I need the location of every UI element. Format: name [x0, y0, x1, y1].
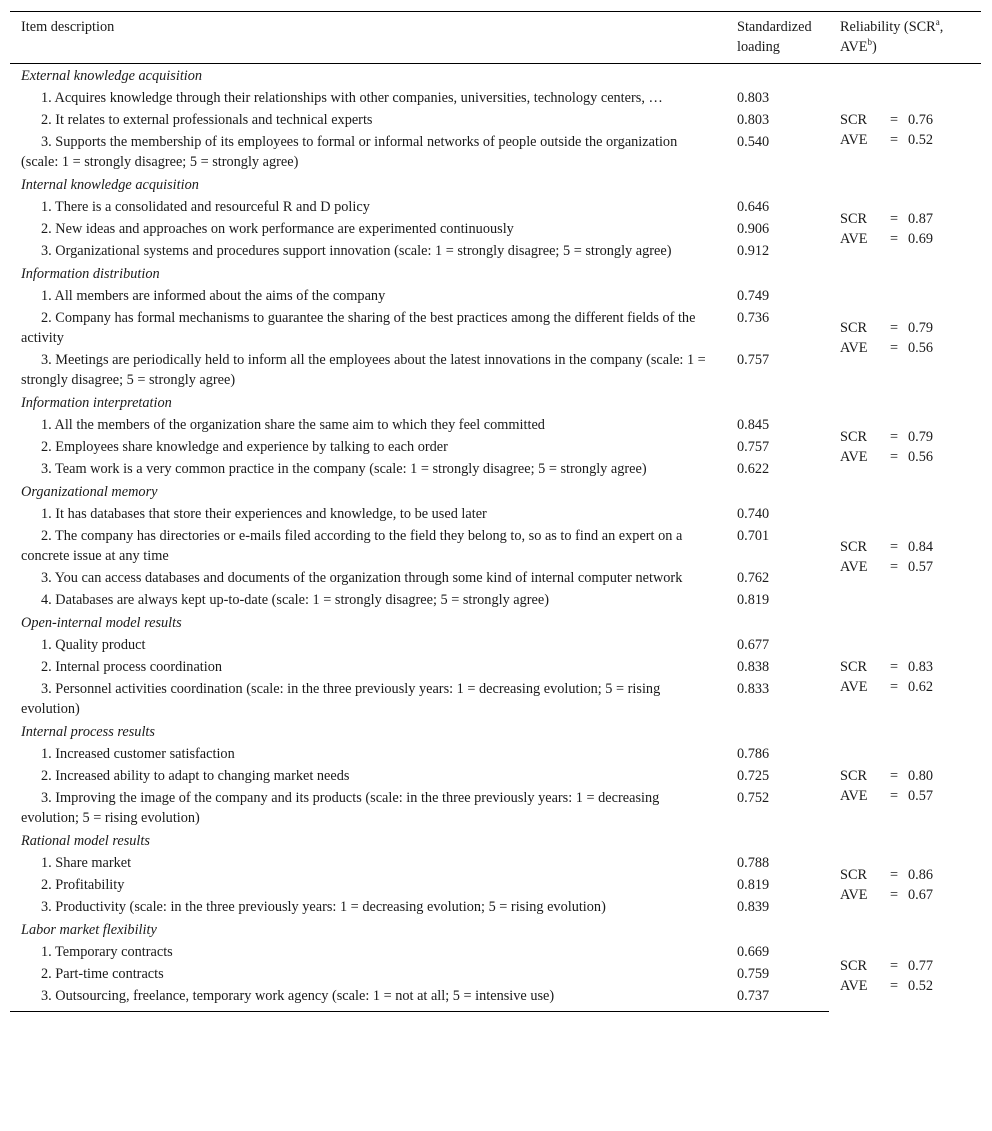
item-loading: 0.819 [737, 592, 770, 608]
section-reliability [829, 87, 981, 173]
table-row [10, 941, 981, 963]
equals-sign: = [889, 320, 899, 336]
scr-label: SCR [840, 211, 868, 227]
scr-value: 0.86 [908, 867, 934, 883]
item-text: 2. Internal process coordination [41, 659, 223, 675]
section-row [10, 64, 981, 88]
scr-value: 0.87 [908, 211, 934, 227]
ave-line [840, 677, 971, 697]
ave-label: AVE [840, 679, 868, 695]
item-description [10, 458, 726, 480]
ave-value: 0.57 [908, 559, 934, 575]
ave-value: 0.52 [908, 978, 934, 995]
equals-sign: = [889, 132, 899, 148]
item-text: 3. Outsourcing, freelance, temporary work agency (scale: 1 = not at all; 5 = intensive use) [41, 988, 555, 1004]
item-description [10, 656, 726, 678]
item-loading: 0.839 [737, 899, 770, 915]
section-row [10, 720, 981, 743]
section-reliability [829, 503, 981, 611]
item-loading: 0.757 [737, 439, 770, 455]
item-description [10, 634, 726, 656]
item-description [10, 896, 726, 918]
item-loading: 0.912 [737, 243, 770, 259]
item-text: 2. New ideas and approaches on work performance are experimented continuously [41, 221, 514, 237]
scr-value: 0.79 [908, 320, 934, 336]
scr-label: SCR [840, 112, 868, 128]
ave-label: AVE [840, 788, 868, 804]
equals-sign: = [889, 788, 899, 804]
item-description [10, 503, 726, 525]
ave-line [840, 229, 971, 249]
scr-line [840, 766, 971, 786]
item-text: 3. You can access databases and documents of the organization through some kind of internal computer network [41, 570, 683, 586]
item-loading: 0.646 [737, 199, 770, 215]
section-title: External knowledge acquisition [21, 68, 203, 84]
table-row [10, 414, 981, 436]
scr-line [840, 956, 971, 976]
item-loading: 0.803 [737, 112, 770, 128]
item-description [10, 874, 726, 896]
scr-line [840, 657, 971, 677]
section-title: Internal knowledge acquisition [21, 177, 199, 193]
scr-line [840, 318, 971, 338]
section-title: Rational model results [21, 833, 150, 849]
equals-sign: = [889, 449, 899, 465]
equals-sign: = [889, 867, 899, 883]
item-description [10, 131, 726, 173]
item-loading: 0.725 [737, 768, 770, 784]
ave-line [840, 130, 971, 150]
item-description [10, 567, 726, 589]
item-text: 4. Databases are always kept up-to-date (scale: 1 = strongly disagree; 5 = strongly agree) [41, 592, 550, 608]
ave-value: 0.62 [908, 679, 934, 695]
scr-line [840, 537, 971, 557]
scr-value: 0.84 [908, 539, 934, 555]
section-reliability [829, 414, 981, 480]
ave-value: 0.57 [908, 788, 934, 804]
section-reliability [829, 634, 981, 720]
item-loading: 0.906 [737, 221, 770, 237]
item-text: 1. Temporary contracts [41, 944, 173, 960]
scr-line [840, 427, 971, 447]
scr-label: SCR [840, 320, 868, 336]
scr-value: 0.77 [908, 958, 934, 975]
equals-sign: = [889, 887, 899, 903]
table-body [10, 64, 981, 1012]
ave-value: 0.67 [908, 887, 934, 903]
item-description [10, 196, 726, 218]
item-description [10, 941, 726, 963]
item-loading: 0.757 [737, 352, 770, 368]
item-loading: 0.677 [737, 637, 770, 653]
ave-label: AVE [840, 449, 868, 465]
item-text: 1. Quality product [41, 637, 146, 653]
item-description [10, 240, 726, 262]
equals-sign: = [889, 958, 899, 975]
item-text: 3. Supports the membership of its employees to formal or informal networks of people outside the organization (scale: 1 = strongly disagree; 5 = strongly agree) [21, 134, 678, 170]
section-title: Organizational memory [21, 484, 158, 500]
section-title: Information interpretation [21, 395, 172, 411]
item-text: 3. Team work is a very common practice in the company (scale: 1 = strongly disagree; 5 = strongly agree) [41, 461, 647, 477]
item-description [10, 678, 726, 720]
scr-line [840, 865, 971, 885]
item-description [10, 109, 726, 131]
item-loading: 0.752 [737, 790, 770, 806]
table-row [10, 285, 981, 307]
ave-line [840, 338, 971, 358]
item-description [10, 765, 726, 787]
section-row [10, 611, 981, 634]
ave-line [840, 447, 971, 467]
item-text: 1. It has databases that store their experiences and knowledge, to be used later [41, 506, 487, 522]
table-row [10, 87, 981, 109]
equals-sign: = [889, 559, 899, 575]
item-loading: 0.622 [737, 461, 770, 477]
section-row [10, 918, 981, 941]
item-description [10, 87, 726, 109]
item-text: 1. There is a consolidated and resourceful R and D policy [41, 199, 370, 215]
item-loading: 0.701 [737, 528, 770, 544]
item-description [10, 414, 726, 436]
item-text: 3. Meetings are periodically held to inform all the employees about the latest innovations in the company (scale: 1 = strongly disagree; 5 = strongly agree) [21, 352, 706, 388]
scr-label: SCR [840, 958, 868, 975]
item-text: 2. Company has formal mechanisms to guarantee the sharing of the best practices among the different fields of the activity [21, 310, 696, 346]
item-loading: 0.759 [737, 966, 770, 982]
section-reliability [829, 941, 981, 1012]
item-loading: 0.762 [737, 570, 770, 586]
item-description [10, 589, 726, 611]
table-row [10, 196, 981, 218]
item-description [10, 436, 726, 458]
section-title: Labor market flexibility [21, 922, 157, 938]
item-loading: 0.833 [737, 681, 770, 697]
item-description [10, 525, 726, 567]
scr-line [840, 209, 971, 229]
item-description [10, 985, 726, 1012]
item-text: 1. All the members of the organization share the same aim to which they feel committed [41, 417, 545, 433]
scr-label: SCR [840, 429, 868, 445]
item-loading: 0.737 [726, 985, 829, 1012]
section-title: Internal process results [21, 724, 155, 740]
item-text: 3. Improving the image of the company and its products (scale: in the three previously years: 1 = decreasing evolution; 5 = rising evolution) [21, 790, 660, 826]
ave-label: AVE [840, 132, 868, 148]
scr-label: SCR [840, 867, 868, 883]
scr-value: 0.79 [908, 429, 934, 445]
item-description [10, 307, 726, 349]
ave-value: 0.69 [908, 231, 934, 247]
ave-line [840, 557, 971, 577]
section-title: Information distribution [21, 266, 160, 282]
equals-sign: = [889, 231, 899, 247]
item-loading: 0.819 [737, 877, 770, 893]
ave-label: AVE [840, 231, 868, 247]
item-description [10, 285, 726, 307]
ave-value: 0.56 [908, 340, 934, 356]
item-description [10, 349, 726, 391]
section-row [10, 391, 981, 414]
ave-label: AVE [840, 559, 868, 575]
section-row [10, 173, 981, 196]
item-text: 3. Organizational systems and procedures support innovation (scale: 1 = strongly disagree; 5 = strongly agree) [41, 243, 672, 259]
equals-sign: = [889, 211, 899, 227]
reliability-table [10, 11, 981, 1012]
equals-sign: = [889, 659, 899, 675]
item-loading: 0.786 [737, 746, 770, 762]
item-loading: 0.736 [737, 310, 770, 326]
item-loading: 0.803 [737, 90, 770, 106]
scr-label: SCR [840, 768, 868, 784]
header-item-description: Item description [10, 12, 726, 64]
scr-label: SCR [840, 539, 868, 555]
section-row [10, 262, 981, 285]
item-description [10, 743, 726, 765]
item-text: 1. Acquires knowledge through their relationships with other companies, universities, technology centers, … [41, 90, 663, 106]
item-loading: 0.838 [737, 659, 770, 675]
item-text: 2. Profitability [41, 877, 125, 893]
scr-value: 0.76 [908, 112, 934, 128]
section-reliability [829, 852, 981, 918]
header-standardized-loading: Standardized loading [726, 12, 829, 64]
ave-line [840, 786, 971, 806]
item-description [10, 787, 726, 829]
item-description [10, 963, 726, 985]
equals-sign: = [889, 340, 899, 356]
item-loading: 0.845 [737, 417, 770, 433]
item-loading: 0.740 [737, 506, 770, 522]
item-text: 2. Employees share knowledge and experience by talking to each order [41, 439, 448, 455]
item-description [10, 852, 726, 874]
section-title: Open-internal model results [21, 615, 182, 631]
table-row [10, 852, 981, 874]
table-row [10, 634, 981, 656]
equals-sign: = [889, 112, 899, 128]
equals-sign: = [889, 679, 899, 695]
item-text: 2. Increased ability to adapt to changing market needs [41, 768, 350, 784]
item-text: 3. Productivity (scale: in the three previously years: 1 = decreasing evolution; 5 = rising evolution) [41, 899, 606, 915]
section-reliability [829, 285, 981, 391]
ave-label: AVE [840, 887, 868, 903]
item-text: 1. Share market [41, 855, 132, 871]
ave-value: 0.56 [908, 449, 934, 465]
table-header-row [10, 12, 981, 64]
ave-line [840, 885, 971, 905]
item-loading: 0.788 [737, 855, 770, 871]
scr-line [840, 110, 971, 130]
section-row [10, 480, 981, 503]
item-text: 2. It relates to external professionals and technical experts [41, 112, 373, 128]
scr-value: 0.80 [908, 768, 934, 784]
table-row [10, 743, 981, 765]
equals-sign: = [889, 768, 899, 784]
item-text: 1. All members are informed about the aims of the company [41, 288, 386, 304]
section-reliability [829, 743, 981, 829]
ave-line [840, 976, 971, 996]
table-row [10, 503, 981, 525]
item-text: 1. Increased customer satisfaction [41, 746, 235, 762]
equals-sign: = [889, 978, 899, 995]
ave-label: AVE [840, 340, 868, 356]
item-text: 3. Personnel activities coordination (scale: in the three previously years: 1 = decreasing evolution; 5 = rising evolution) [21, 681, 661, 717]
equals-sign: = [889, 429, 899, 445]
ave-value: 0.52 [908, 132, 934, 148]
item-description [10, 218, 726, 240]
scr-value: 0.83 [908, 659, 934, 675]
ave-label: AVE [840, 978, 868, 995]
table-container [10, 11, 981, 1012]
scr-label: SCR [840, 659, 868, 675]
item-loading: 0.669 [737, 944, 770, 960]
equals-sign: = [889, 539, 899, 555]
header-reliability: Reliability (SCR$^a$, AVE$^b$) [829, 12, 981, 64]
item-text: 2. The company has directories or e-mails filed according to the field they belong to, so as to find an expert on a concrete issue at any time [21, 528, 683, 564]
section-reliability [829, 196, 981, 262]
item-loading: 0.540 [737, 134, 770, 150]
section-row [10, 829, 981, 852]
item-loading: 0.749 [737, 288, 770, 304]
item-text: 2. Part-time contracts [41, 966, 164, 982]
